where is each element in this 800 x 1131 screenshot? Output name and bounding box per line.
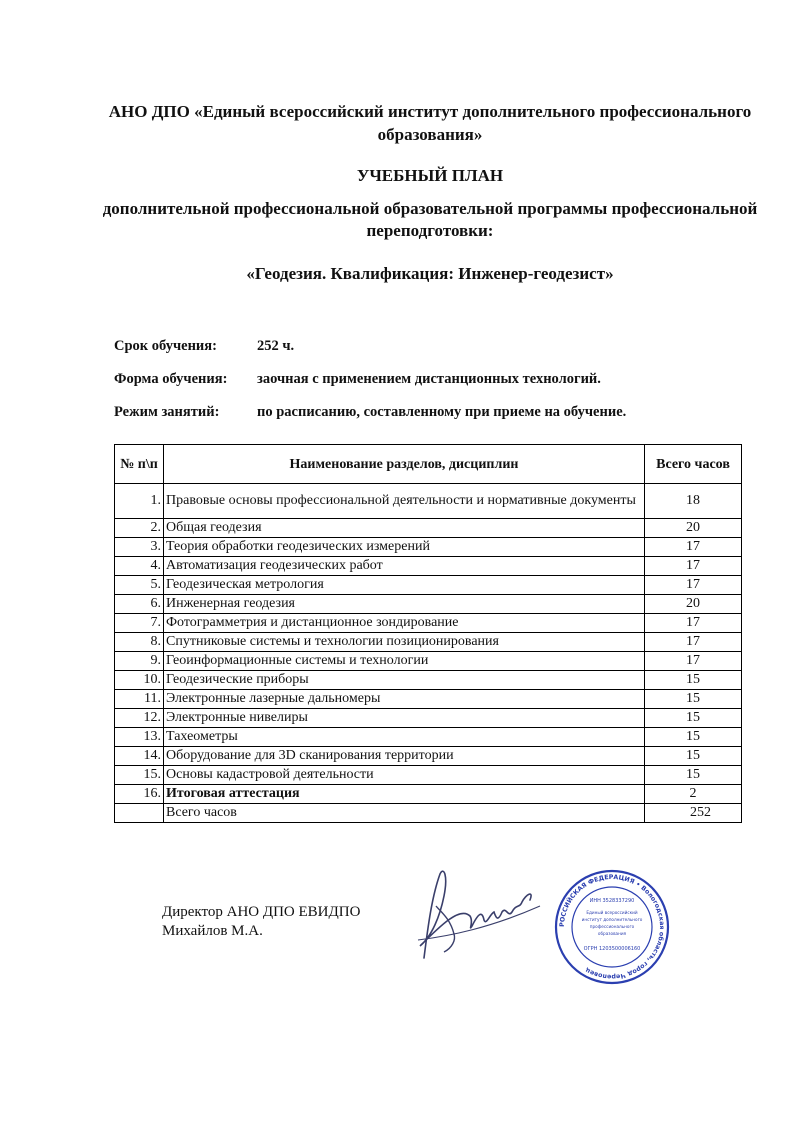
table-row [115, 595, 742, 614]
stamp-outer-text: РОССИЙСКАЯ ФЕДЕРАЦИЯ • Вологодская область, город Череповец [558, 873, 666, 981]
stamp-inn: ИНН 3528337290 [589, 898, 635, 904]
row-discipline: Спутниковые системы и технологии позиционирования [164, 633, 645, 652]
mode-value: по расписанию, составленному при приеме на обучение. [257, 404, 627, 420]
organization-name: АНО ДПО «Единый всероссийский институт дополнительного профессионального образования» [108, 102, 752, 144]
table-row [115, 747, 742, 766]
duration-line [114, 338, 294, 355]
row-number: 3. [115, 538, 164, 557]
row-number: 2. [115, 519, 164, 538]
row-hours: 2 [645, 785, 742, 804]
svg-text:институт дополнительного: институт дополнительного [581, 917, 643, 922]
row-discipline: Геодезическая метрология [164, 576, 645, 595]
stamp-ogrn: ОГРН 1203500006160 [583, 946, 641, 952]
header-num: № п\п [115, 445, 164, 484]
row-number: 5. [115, 576, 164, 595]
row-hours: 15 [645, 709, 742, 728]
row-discipline: Правовые основы профессиональной деятельности и нормативные документы [164, 484, 645, 519]
table-header-row [115, 445, 742, 484]
table-row [115, 538, 742, 557]
table-row [115, 728, 742, 747]
row-hours: 15 [645, 671, 742, 690]
duration-label: Срок обучения: [114, 338, 217, 354]
row-discipline: Инженерная геодезия [164, 595, 645, 614]
total-label: Всего часов [164, 804, 645, 823]
row-hours: 17 [645, 633, 742, 652]
row-discipline: Теория обработки геодезических измерений [164, 538, 645, 557]
row-discipline: Основы кадастровой деятельности [164, 766, 645, 785]
row-hours: 17 [645, 614, 742, 633]
row-hours: 17 [645, 557, 742, 576]
row-hours: 15 [645, 747, 742, 766]
row-hours: 15 [645, 728, 742, 747]
row-number: 9. [115, 652, 164, 671]
director-signature [410, 866, 550, 971]
row-number: 10. [115, 671, 164, 690]
total-num-cell [115, 804, 164, 823]
mode-line [114, 404, 626, 421]
table-body [115, 484, 742, 804]
table-row [115, 633, 742, 652]
form-line [114, 371, 601, 388]
director-title: Директор АНО ДПО ЕВИДПО [162, 904, 361, 920]
table-row [115, 576, 742, 595]
table-row [115, 519, 742, 538]
row-discipline: Геодезические приборы [164, 671, 645, 690]
curriculum-table [114, 444, 742, 823]
row-number: 11. [115, 690, 164, 709]
form-value: заочная с применением дистанционных технологий. [257, 371, 601, 387]
table-row [115, 785, 742, 804]
plan-title: УЧЕБНЫЙ ПЛАН [356, 166, 504, 185]
row-number: 4. [115, 557, 164, 576]
table-row [115, 690, 742, 709]
table-row [115, 484, 742, 519]
program-subtitle: дополнительной профессиональной образовательной программы профессиональной переподготовки: [102, 199, 758, 240]
row-discipline: Общая геодезия [164, 519, 645, 538]
row-discipline: Фотограмметрия и дистанционное зондирование [164, 614, 645, 633]
table-row [115, 652, 742, 671]
row-discipline: Геоинформационные системы и технологии [164, 652, 645, 671]
row-number: 8. [115, 633, 164, 652]
row-hours: 17 [645, 652, 742, 671]
row-number: 1. [115, 484, 164, 519]
row-hours: 20 [645, 595, 742, 614]
mode-label: Режим занятий: [114, 404, 220, 420]
row-number: 14. [115, 747, 164, 766]
table-total-row [115, 804, 742, 823]
program-name: «Геодезия. Квалификация: Инженер-геодезист» [246, 264, 614, 283]
table-row [115, 557, 742, 576]
row-hours: 15 [645, 766, 742, 785]
svg-text:образования: образования [597, 931, 627, 936]
row-hours: 18 [645, 484, 742, 519]
row-discipline: Тахеометры [164, 728, 645, 747]
row-discipline: Автоматизация геодезических работ [164, 557, 645, 576]
row-hours: 20 [645, 519, 742, 538]
svg-text:профессионального: профессионального [589, 924, 635, 929]
row-discipline: Электронные лазерные дальномеры [164, 690, 645, 709]
table-row [115, 766, 742, 785]
duration-value: 252 ч. [257, 338, 295, 354]
total-hours: 252 [645, 804, 742, 823]
row-discipline: Итоговая аттестация [164, 785, 645, 804]
row-number: 12. [115, 709, 164, 728]
official-stamp [553, 868, 671, 991]
director-name: Михайлов М.А. [162, 923, 263, 939]
director-block [162, 903, 360, 941]
row-discipline: Оборудование для 3D сканирования территории [164, 747, 645, 766]
table-row [115, 614, 742, 633]
row-number: 16. [115, 785, 164, 804]
header-name: Наименование разделов, дисциплин [164, 445, 645, 484]
row-discipline: Электронные нивелиры [164, 709, 645, 728]
row-number: 7. [115, 614, 164, 633]
row-number: 15. [115, 766, 164, 785]
row-hours: 17 [645, 538, 742, 557]
row-number: 13. [115, 728, 164, 747]
form-label: Форма обучения: [114, 371, 228, 387]
svg-text:Единый всероссийский: Единый всероссийский [586, 910, 638, 915]
table-row [115, 671, 742, 690]
row-hours: 15 [645, 690, 742, 709]
row-hours: 17 [645, 576, 742, 595]
table-row [115, 709, 742, 728]
header-hours: Всего часов [645, 445, 742, 484]
row-number: 6. [115, 595, 164, 614]
